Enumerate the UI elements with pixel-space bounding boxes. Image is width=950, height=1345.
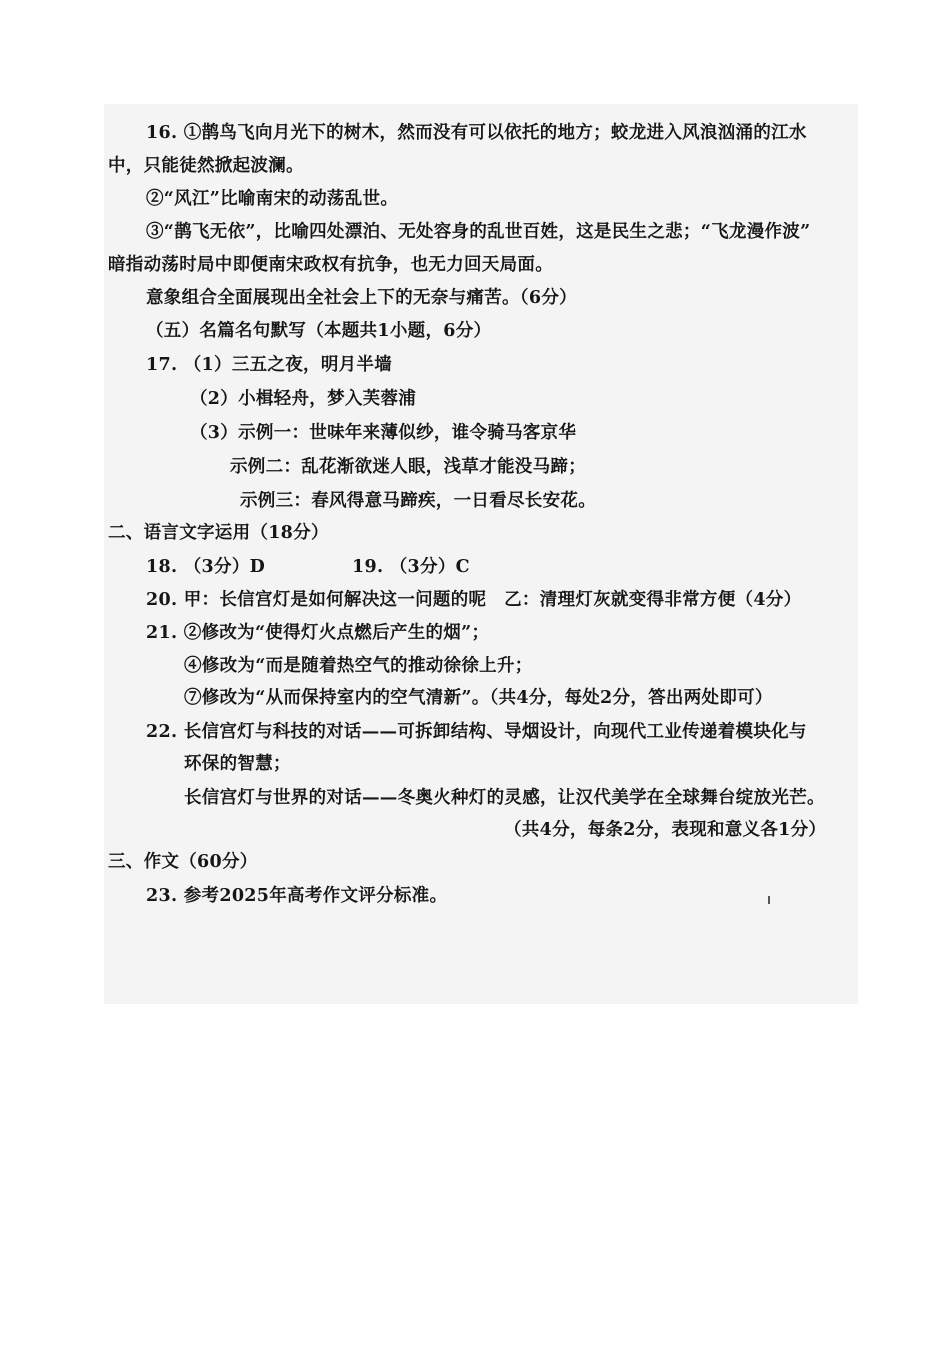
q21-line-1: 21. ②修改为“使得灯火点燃后产生的烟”； [146, 623, 490, 643]
q16-line-2: 中，只能徒然掀起波澜。 [108, 156, 304, 176]
q17-line-5: 示例三：春风得意马蹄疾，一日看尽长安花。 [240, 491, 596, 511]
q20-answer: 20. 甲：长信宫灯是如何解决这一问题的呢 乙：清理灯灰就变得非常方便（4分） [146, 590, 802, 610]
q16-line-1: 16. ①鹊鸟飞向月光下的树木，然而没有可以依托的地方；蛟龙进入风浪汹涌的江水 [146, 123, 807, 143]
q23-answer: 23. 参考2025年高考作文评分标准。 [146, 886, 448, 906]
q21-line-3: ⑦修改为“从而保持室内的空气清新”。（共4分，每处2分，答出两处即可） [184, 688, 773, 708]
q22-line-2: 环保的智慧； [184, 754, 291, 774]
q17-line-1: 17. （1）三五之夜，明月半墙 [146, 355, 393, 375]
q17-line-2: （2）小楫轻舟，梦入芙蓉浦 [190, 389, 417, 409]
section-3-heading: 三、作文（60分） [108, 852, 258, 872]
q16-line-5: 暗指动荡时局中即便南宋政权有抗争，也无力回天局面。 [108, 255, 553, 275]
q16-line-3: ②“风江”比喻南宋的动荡乱世。 [146, 189, 399, 209]
q18-answer: 18. （3分）D [146, 557, 266, 577]
q17-line-4: 示例二：乱花渐欲迷人眼，浅草才能没马蹄； [230, 457, 586, 477]
q17-line-3: （3）示例一：世味年来薄似纱，谁令骑马客京华 [190, 423, 577, 443]
q22-line-4: （共4分，每条2分，表现和意义各1分） [504, 820, 827, 840]
q21-line-2: ④修改为“而是随着热空气的推动徐徐上升； [184, 656, 533, 676]
q16-line-6: 意象组合全面展现出全社会上下的无奈与痛苦。（6分） [146, 288, 577, 308]
q16-line-4: ③“鹊飞无依”，比喻四处漂泊、无处容身的乱世百姓，这是民生之悲；“飞龙漫作波” [146, 222, 811, 242]
section-2-heading: 二、语言文字运用（18分） [108, 523, 329, 543]
q22-line-3: 长信宫灯与世界的对话——冬奥火种灯的灵感，让汉代美学在全球舞台绽放光芒。 [184, 788, 825, 808]
q22-line-1: 22. 长信宫灯与科技的对话——可拆卸结构、导烟设计，向现代工业传递着模块化与 [146, 722, 807, 742]
q19-answer: 19. （3分）C [352, 557, 470, 577]
scan-speck [768, 896, 770, 904]
section-5-heading: （五）名篇名句默写（本题共1小题，6分） [146, 321, 492, 341]
